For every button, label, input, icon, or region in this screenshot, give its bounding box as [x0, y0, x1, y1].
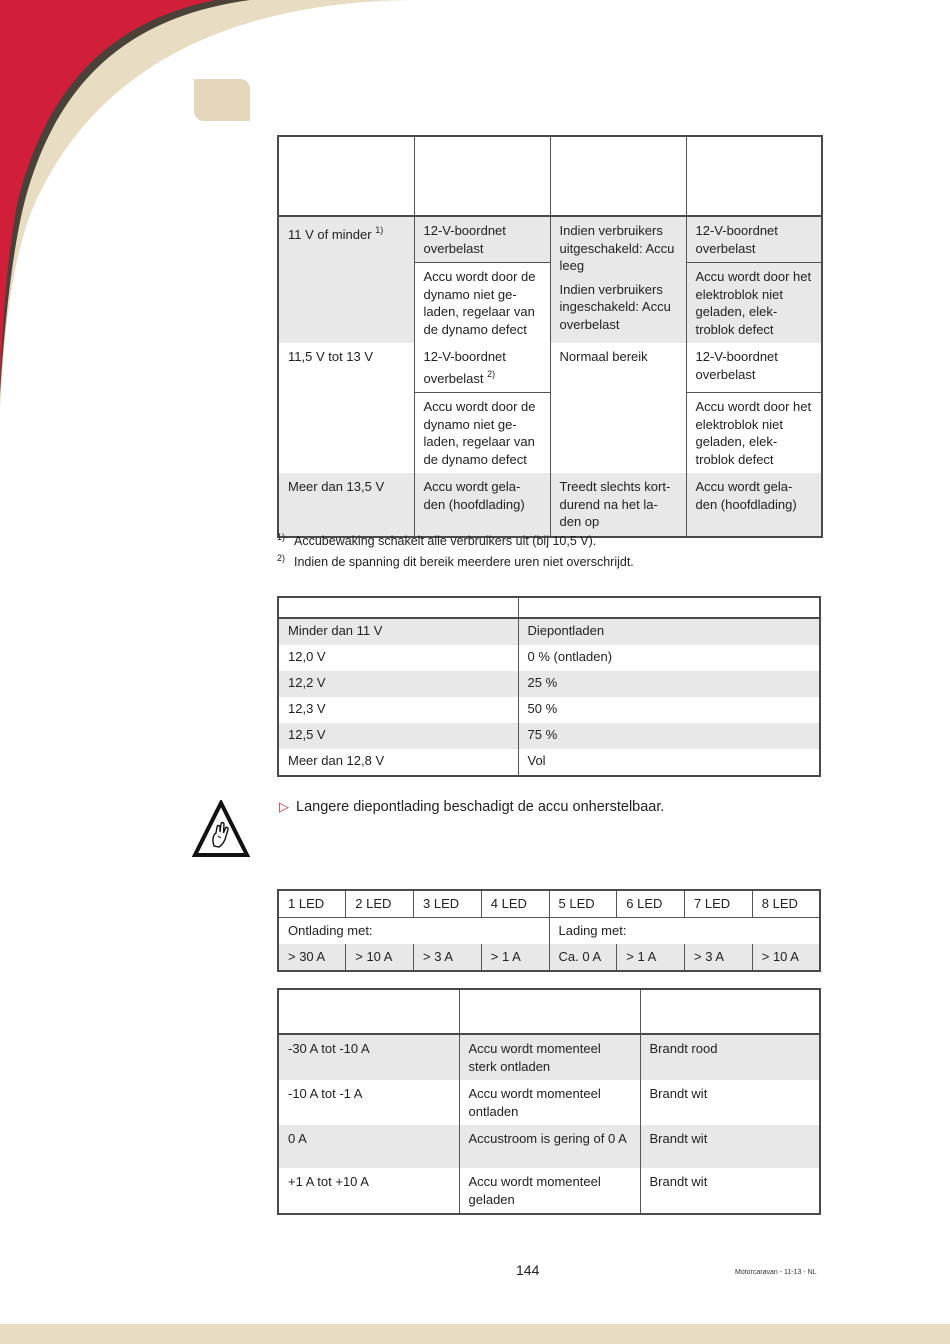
table-cell: Accu wordt momenteel ontladen — [459, 1080, 640, 1125]
voltage-diagnosis-table — [277, 135, 823, 538]
led-cell: 8 LED — [752, 890, 820, 918]
current-cell: > 3 A — [685, 944, 753, 971]
footnote-mark: 2) — [277, 553, 286, 563]
table-cell: 12-V-boordnet overbelast $^{2)}$ — [414, 343, 550, 393]
led-cell: 7 LED — [685, 890, 753, 918]
voltage-cell: Meer dan 13,5 V — [288, 479, 385, 494]
table-header-row — [278, 597, 820, 618]
table-cell: Accu wordt door het elektroblok niet geladen, elek-troblok defect — [686, 263, 822, 344]
footnote-text: Indien de spanning dit bereik meerdere uren niet overschrijdt. — [294, 555, 634, 569]
voltage-cell: 11,5 V tot 13 V — [288, 349, 374, 364]
current-cell: > 10 A — [346, 944, 414, 971]
bottom-band-decoration — [0, 1324, 950, 1344]
table-cell: 75 % — [518, 723, 820, 749]
table-cell: 12,2 V — [288, 675, 326, 690]
page-number: 144 — [516, 1262, 540, 1278]
table-row — [278, 723, 820, 749]
table-cell: Accu wordt door de dynamo niet ge-laden, regelaar van de dynamo defect — [414, 393, 550, 474]
header-cell — [640, 989, 820, 1034]
triangle-right-icon: ▷ — [279, 799, 289, 814]
table-cell: Brandt wit — [640, 1168, 820, 1214]
chapter-tab — [194, 79, 250, 121]
table-row — [278, 697, 820, 723]
table-row — [278, 749, 820, 776]
table-row — [278, 645, 820, 671]
table-cell: 12-V-boordnet overbelast — [686, 343, 822, 393]
table-row — [278, 918, 820, 945]
voltage-cell: 11 V of minder $^{1)}$ — [288, 225, 384, 242]
header-cell — [414, 136, 550, 216]
cell-text: Indien verbruikers uitgeschakeld: Accu leeg — [559, 223, 675, 273]
table-cell — [550, 216, 686, 343]
current-cell: Ca. 0 A — [549, 944, 617, 971]
header-cell — [278, 136, 414, 216]
table-row — [278, 1034, 820, 1080]
table-cell: Accu wordt momenteel geladen — [459, 1168, 640, 1214]
led-indicator-table — [277, 889, 821, 972]
table-row — [278, 890, 820, 918]
header-cell — [518, 597, 820, 618]
current-cell: > 3 A — [414, 944, 482, 971]
table-cell: Accu wordt gela-den (hoofdlading) — [686, 473, 822, 537]
table-cell: Brandt wit — [640, 1080, 820, 1125]
table-row — [278, 343, 822, 393]
footnote-ref: 2) — [487, 368, 496, 379]
table-cell: 12-V-boordnet overbelast — [414, 216, 550, 263]
table-row — [278, 216, 822, 263]
table-header-row — [278, 989, 820, 1034]
footnote-mark: 1) — [277, 532, 286, 542]
table-row — [278, 473, 822, 537]
table-cell: Brandt rood — [640, 1034, 820, 1080]
warning-message: Langere diepontlading beschadigt de accu onherstelbaar. — [296, 799, 665, 815]
header-cell — [459, 989, 640, 1034]
table-cell: 0 % (ontladen) — [518, 645, 820, 671]
footnote-ref: 1) — [375, 225, 384, 235]
table-cell: Accu wordt momenteel sterk ontladen — [459, 1034, 640, 1080]
warning-text — [279, 799, 664, 815]
table-cell: 12-V-boordnet overbelast — [686, 216, 822, 263]
table-cell: Treedt slechts kort-durend na het la-den op — [550, 473, 686, 537]
charge-label: Lading met: — [549, 918, 820, 945]
table-header-row — [278, 136, 822, 216]
table-cell: Accu wordt gela-den (hoofdlading) — [414, 473, 550, 537]
hand-warning-icon — [192, 800, 250, 858]
current-cell: > 30 A — [288, 949, 326, 964]
current-status-table — [277, 988, 821, 1215]
led-cell: 2 LED — [346, 890, 414, 918]
table-cell: Meer dan 12,8 V — [288, 753, 385, 768]
header-cell — [686, 136, 822, 216]
table-row — [278, 671, 820, 697]
table-row — [278, 1080, 820, 1125]
header-cell — [550, 136, 686, 216]
table-cell: -30 A tot -10 A — [288, 1041, 370, 1056]
table-cell: 25 % — [518, 671, 820, 697]
table-row — [278, 1168, 820, 1214]
table-cell: Minder dan 11 V — [288, 623, 383, 638]
current-cell: > 1 A — [481, 944, 549, 971]
table-cell: Accu wordt door de dynamo niet ge-laden, regelaar van de dynamo defect — [414, 263, 550, 344]
table-cell: Brandt wit — [640, 1125, 820, 1168]
led-cell: 6 LED — [617, 890, 685, 918]
table-cell: +1 A tot +10 A — [288, 1174, 369, 1189]
current-cell: > 10 A — [752, 944, 820, 971]
table-cell: 12,0 V — [288, 649, 326, 664]
document-code: Motorcaravan - 11-13 - NL — [735, 1269, 817, 1276]
charge-state-table — [277, 596, 821, 777]
current-cell: > 1 A — [617, 944, 685, 971]
cell-text: Indien verbruikers ingeschakeld: Accu overbelast — [559, 281, 671, 332]
table-cell: Vol — [518, 749, 820, 776]
footnote-text: Accubewaking schakelt alle verbruikers uit (bij 10,5 V). — [294, 534, 597, 548]
header-cell — [278, 989, 459, 1034]
led-cell: 5 LED — [549, 890, 617, 918]
table-cell: Normaal bereik — [550, 343, 686, 473]
table-cell: 12,5 V — [288, 727, 326, 742]
discharge-label: Ontlading met: — [278, 918, 549, 945]
table-row — [278, 1125, 820, 1168]
table-cell: Accustroom is gering of 0 A — [459, 1125, 640, 1168]
table-row — [278, 944, 820, 971]
led-cell: 3 LED — [414, 890, 482, 918]
table-cell: 0 A — [288, 1131, 307, 1146]
table-cell: Diepontladen — [518, 618, 820, 645]
table-cell: 50 % — [518, 697, 820, 723]
table-cell: Accu wordt door het elektroblok niet geladen, elek-troblok defect — [686, 393, 822, 474]
table-cell: 12,3 V — [288, 701, 326, 716]
led-cell: 1 LED — [288, 896, 325, 911]
table-row — [278, 618, 820, 645]
led-cell: 4 LED — [481, 890, 549, 918]
header-cell — [278, 597, 518, 618]
table-cell: -10 A tot -1 A — [288, 1086, 363, 1101]
